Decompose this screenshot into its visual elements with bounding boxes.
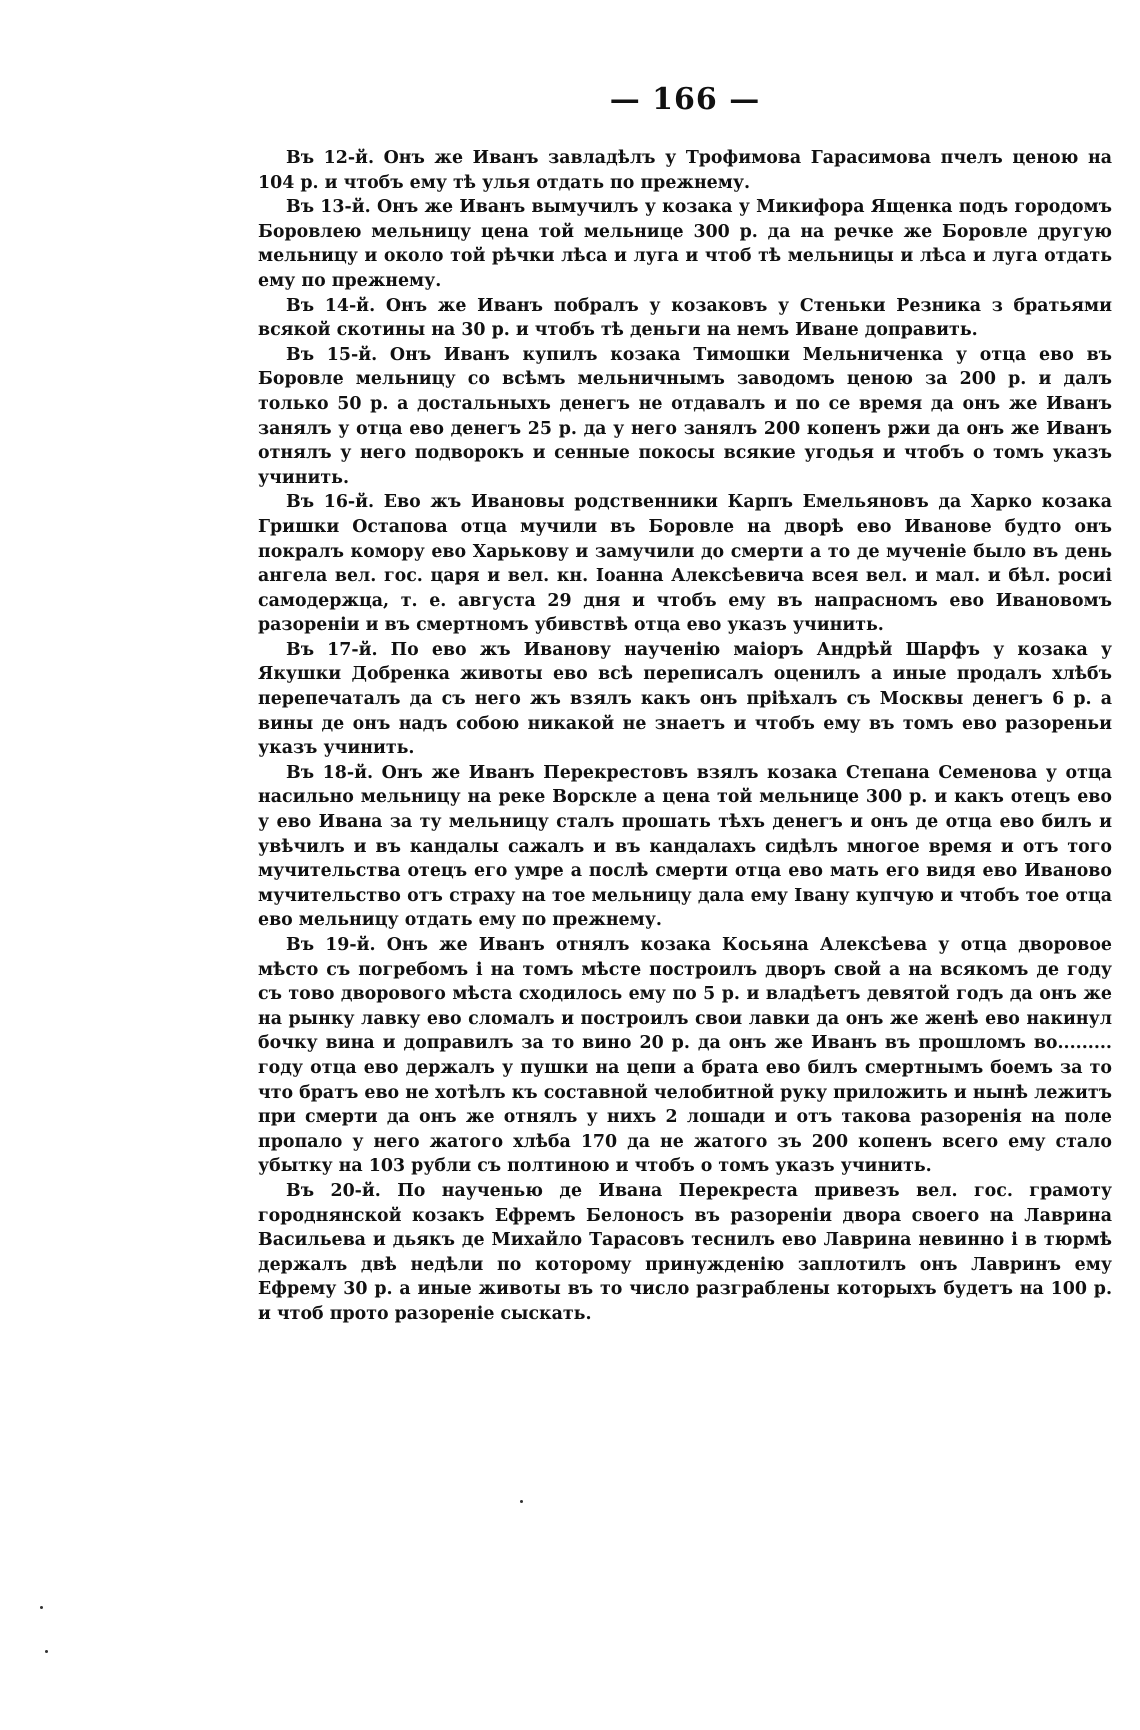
page-number: — 166 — (609, 82, 761, 117)
paragraph-item-13: Въ 13-й. Онъ же Иванъ вымучилъ у козака у Микифора Ященка подъ городомъ Боровлею мельницу цена той мельнице 300 р. да на речке же Боровле другую мельницу и около той рѣчки лѣса и луга и чтоб тѣ мельницы и лѣса и луга отдать ему по прежнему. (258, 197, 1112, 291)
paragraph-item-12: Въ 12-й. Онъ же Иванъ завладѣлъ у Трофимова Гарасимова пчелъ ценою на 104 р. и чтобъ ему тѣ улья отдать по прежнему. (258, 148, 1112, 193)
document-body (258, 146, 1112, 1327)
paragraph-item-19: Въ 19-й. Онъ же Иванъ отнялъ козака Косьяна Алексѣева у отца дворовое мѣсто съ погребомъ і на томъ мѣсте построилъ дворъ свой а на всякомъ де году съ тово дворового мѣста сходилось ему по 5 р. и владѣетъ девятой годъ да онъ же на рынку лавку ево сломалъ и построилъ свои лавки да онъ же женѣ ево накинул бочку вина и доправилъ за то вино 20 р. да онъ же Иванъ въ прошломъ во......... году отца ево держалъ у пушки на цепи а брата ево билъ смертнымъ боемъ за то что братъ ево не хотѣлъ къ составной челобитной руку приложить и нынѣ лежитъ при смерти да онъ же отнялъ у нихъ 2 лошади и отъ такова разоренія на поле пропало у него жатого хлѣба 170 да не жатого зъ 200 копенъ всего ему стало убытку на 103 рубли съ полтиною и чтобъ о томъ указъ учинить. (258, 935, 1112, 1177)
scan-speck (40, 1606, 43, 1609)
paragraph-item-18: Въ 18-й. Онъ же Иванъ Перекрестовъ взялъ козака Степана Семенова у отца насильно мельницу на реке Ворскле а цена той мельнице 300 р. и какъ отецъ ево у ево Ивана за ту мельницу сталъ прошать тѣхъ денегъ и онъ де отца ево билъ и увѣчилъ и въ кандалы сажалъ и въ кандалахъ сидѣлъ многое время и отъ того мучительства отецъ его умре а послѣ смерти отца ево мать его видя ево Иваново мучительство отъ страху на тое мельницу дала ему Івану купчую и чтобъ тое отца ево мельницу отдать ему по прежнему. (258, 762, 1112, 931)
paragraph-item-20: Въ 20-й. По наученью де Ивана Перекреста привезъ вел. гос. грамоту городнянской козакъ Ефремъ Белоносъ въ разореніи двора своего на Лаврина Васильева и дьякъ де Михайло Тарасовъ теснилъ ево Лаврина невинно і в тюрмѣ держалъ двѣ недѣли по которому принужденію заплотилъ онъ Лавринъ ему Ефрему 30 р. а иные животы въ то число разграблены которыхъ будетъ на 100 р. и чтоб прото разореніе сыскать. (258, 1180, 1112, 1324)
paragraph-item-14: Въ 14-й. Онъ же Иванъ побралъ у козаковъ у Стеньки Резника з братьями всякой скотины на 30 р. и чтобъ тѣ деньги на немъ Иване доправить. (258, 295, 1112, 341)
paragraph-item-16: Въ 16-й. Ево жъ Ивановы родственники Карпъ Емельяновъ да Харко козака Гришки Остапова отца мучили въ Боровле на дворѣ ево Иванове будто онъ покралъ комору ево Харькову и замучили до смерти а то де мученіе было въ день ангела вел. гос. царя и вел. кн. Іоанна Алексѣевича всея вел. и мал. и бѣл. росиі самодержца, т. е. августа 29 дня и чтобъ ему въ напрасномъ ево Ивановомъ разореніи и въ смертномъ убивствѣ отца ево указъ учинить. (258, 492, 1112, 636)
scan-speck (45, 1650, 48, 1653)
scan-speck (520, 1500, 523, 1503)
paragraph-item-15: Въ 15-й. Онъ Иванъ купилъ козака Тимошки Мельниченка у отца ево въ Боровле мельницу со всѣмъ мельничнымъ заводомъ ценою за 200 р. и далъ только 50 р. а достальныхъ денегъ не отдавалъ и по се время да онъ же Иванъ занялъ у отца ево денегъ 25 р. да у него занялъ 200 копенъ ржи да онъ же Иванъ отнялъ у него подворокъ и сенные покосы всякие угодья и чтобъ о томъ указъ учинить. (258, 344, 1112, 488)
paragraph-item-17: Въ 17-й. По ево жъ Иванову наученію маіоръ Андрѣй Шарфъ у козака у Якушки Добренка животы ево всѣ переписалъ оценилъ а иные продалъ хлѣбъ перепечаталъ да съ него жъ взялъ какъ онъ пріѣхалъ съ Москвы денегъ 6 р. а вины де онъ надъ собою никакой не знаетъ и чтобъ ему въ томъ ево разореньи указъ учинить. (258, 639, 1112, 759)
